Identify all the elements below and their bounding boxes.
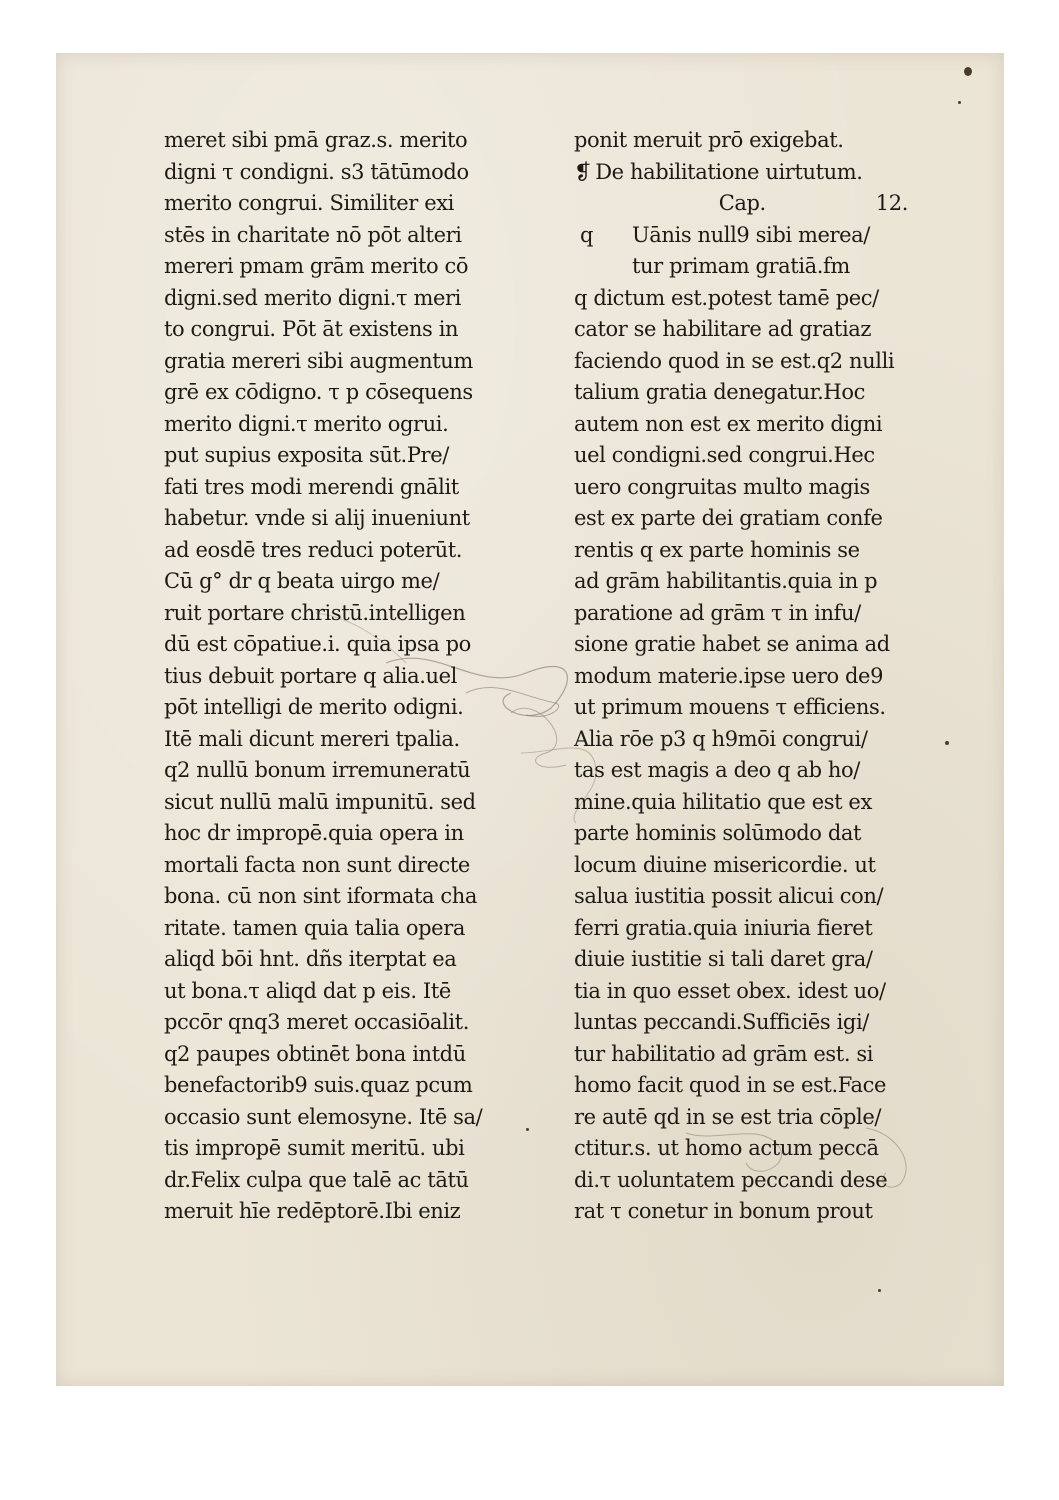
text-line: stēs in charitate nō pōt alteri	[164, 222, 462, 247]
text-line: mereri pmam grām merito cō	[164, 254, 469, 278]
text-line: ferri gratia.quia iniuria fieret	[574, 915, 873, 940]
text-line: parte hominis solūmodo dat	[574, 821, 862, 845]
guide-letter: q	[580, 222, 594, 247]
text-line: rentis q ex parte hominis se	[574, 537, 860, 562]
text-line: talium gratia denegatur.Hoc	[574, 380, 865, 404]
text-line: q2 nullū bonum irremuneratū	[164, 758, 471, 782]
text-line: meruit hīe redēptorē.Ibi eniz	[164, 1199, 461, 1223]
text-line: dū est cōpatiue.i. quia ipsa po	[164, 632, 471, 656]
chapter-number-row	[574, 188, 914, 220]
text-line: to congrui. Pōt āt existens in	[164, 317, 459, 341]
paper-speck	[945, 741, 949, 745]
text-line: ruit portare christū.intelligen	[164, 600, 466, 625]
text-line: mine.quia hilitatio que est ex	[574, 789, 872, 814]
text-line: tur primam gratiā.fm	[632, 254, 850, 278]
text-line: ad grām habilitantis.quia in p	[574, 569, 878, 593]
initial-line	[574, 251, 914, 283]
text-line: paratione ad grām τ in infu/	[574, 600, 861, 625]
text-line: occasio sunt elemosyne. Itē sa/	[164, 1104, 483, 1129]
text-line: luntas peccandi.Sufficiēs igi/	[574, 1010, 869, 1034]
text-line: digni.sed merito digni.τ meri	[164, 285, 462, 310]
text-line: autem non est ex merito digni	[574, 411, 883, 436]
text-line: diuie iustitie si tali daret gra/	[574, 947, 873, 971]
text-line: benefactorib9 suis.quaz pcum	[164, 1073, 473, 1097]
text-line: tius debuit portare q alia.uel	[164, 663, 457, 688]
paper-speck	[526, 1128, 529, 1131]
text-line: habetur. vnde si alij inueniunt	[164, 506, 470, 530]
text-line: sicut nullū malū impunitū. sed	[164, 789, 476, 814]
text-line: sione gratie habet se anima ad	[574, 632, 890, 656]
paper-speck	[964, 67, 972, 76]
initial-line	[574, 220, 914, 252]
text-line: put supius exposita sūt.Pre/	[164, 443, 449, 467]
pilcrow-icon: ❡	[574, 159, 592, 184]
text-line: Itē mali dicunt mereri tpalia.	[164, 726, 460, 751]
text-line: digni τ condigni. s3 tātūmodo	[164, 159, 469, 184]
text-line: homo facit quod in se est.Face	[574, 1073, 886, 1097]
text-line: ritate. tamen quia talia opera	[164, 915, 465, 940]
paper-speck	[958, 101, 961, 104]
text-line: modum materie.ipse uero de9	[574, 663, 884, 688]
text-line: grē ex cōdigno. τ p cōsequens	[164, 380, 473, 404]
text-line: pccōr qnq3 meret occasiōalit.	[164, 1010, 469, 1034]
text-line: faciendo quod in se est.q2 nulli	[574, 348, 895, 373]
text-line: tis impropē sumit meritū. ubi	[164, 1136, 465, 1160]
text-line: Uānis null9 sibi merea/	[632, 222, 870, 247]
chapter-title: De habilitatione uirtutum.	[595, 159, 863, 184]
text-line: mortali facta non sunt directe	[164, 852, 470, 877]
text-line: ponit meruit prō exigebat.	[574, 128, 844, 152]
paper-speck	[878, 1289, 881, 1292]
chapter-number: 12.	[875, 191, 908, 215]
text-line: q dictum est.potest tamē pec/	[574, 285, 879, 310]
text-line: merito congrui. Similiter exi	[164, 191, 454, 215]
text-line: q2 paupes obtinēt bona intdū	[164, 1041, 466, 1066]
text-line: aliqd bōi hnt. dñs iterptat ea	[164, 947, 457, 971]
text-line: dr.Felix culpa que talē ac tātū	[164, 1167, 469, 1192]
text-line: ut primum mouens τ efficiens.	[574, 695, 886, 719]
chapter-label: Cap.	[718, 191, 766, 215]
text-line: locum diuine misericordie. ut	[574, 852, 876, 877]
text-line: uero congruitas multo magis	[574, 474, 870, 499]
text-line: tia in quo esset obex. idest uo/	[574, 978, 886, 1003]
text-line: uel condigni.sed congrui.Hec	[574, 443, 875, 467]
text-line: ut bona.τ aliqd dat p eis. Itē	[164, 978, 451, 1003]
text-line: cator se habilitare ad gratiaz	[574, 317, 872, 341]
text-line: fati tres modi merendi gnālit	[164, 474, 459, 499]
text-line: re autē qd in se est tria cōple/	[574, 1104, 882, 1129]
text-line: Cū g° dr q beata uirgo me/	[164, 569, 440, 593]
text-line: tas est magis a deo q ab ho/	[574, 758, 860, 782]
manuscript-page	[56, 53, 1004, 1386]
text-line: hoc dr impropē.quia opera in	[164, 821, 464, 845]
text-line: merito digni.τ merito ogrui.	[164, 411, 449, 436]
text-line: Alia rōe p3 q h9mōi congrui/	[574, 726, 868, 751]
chapter-heading	[574, 157, 914, 189]
text-line: bona. cū non sint iformata cha	[164, 884, 477, 908]
right-body-lines	[574, 283, 914, 1228]
right-text-column	[574, 125, 914, 1228]
text-line: pōt intelligi de merito odigni.	[164, 695, 464, 719]
text-line: est ex parte dei gratiam confe	[574, 506, 883, 530]
text-line: tur habilitatio ad grām est. si	[574, 1041, 874, 1066]
text-line: gratia mereri sibi augmentum	[164, 348, 473, 373]
text-line: di.τ uoluntatem peccandi dese	[574, 1167, 888, 1192]
left-text-column	[164, 125, 514, 1228]
text-line: rat τ conetur in bonum prout	[574, 1199, 873, 1223]
text-line: ad eosdē tres reduci poterūt.	[164, 537, 463, 562]
text-line: ctitur.s. ut homo actum peccā	[574, 1136, 879, 1160]
text-line: salua iustitia possit alicui con/	[574, 884, 884, 908]
text-line: meret sibi pmā graz.s. merito	[164, 128, 468, 152]
